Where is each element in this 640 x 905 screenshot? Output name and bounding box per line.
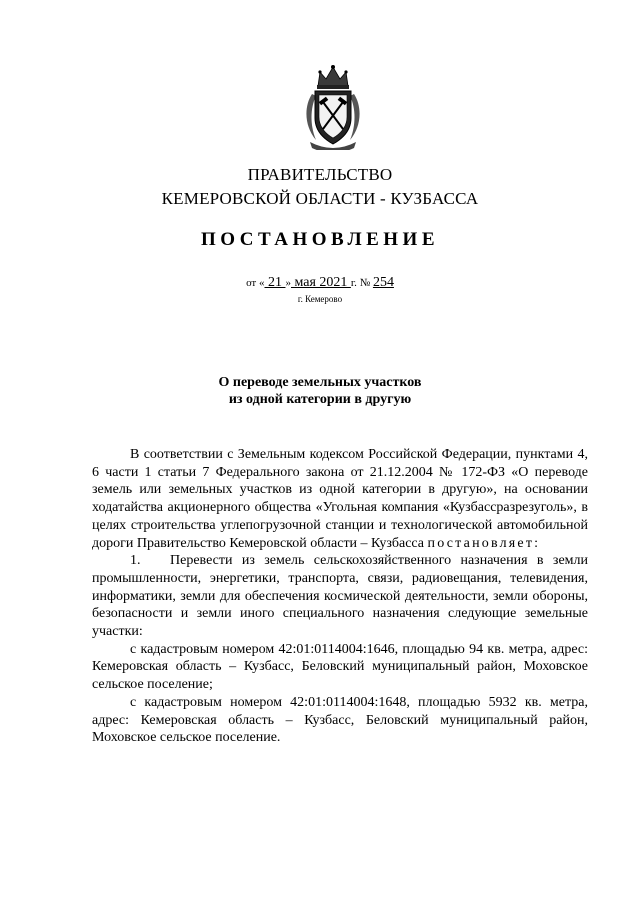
date-day: 21 — [264, 275, 286, 290]
number-prefix: № — [356, 277, 373, 289]
date-prefix: от « — [246, 277, 265, 289]
document-date-number — [0, 276, 640, 290]
document-body — [92, 446, 588, 747]
plot-2-paragraph: с кадастровым номером 42:01:0114004:1648, площадью 5932 кв. метра, адрес: Кемеровская область – Кузбасс, Беловский муниципальный район, Моховское сельское поселение. — [92, 694, 588, 746]
government-title-line1: ПРАВИТЕЛЬСТВО — [247, 165, 393, 184]
coat-of-arms-icon — [298, 64, 368, 150]
item-1-text: Перевести из земель сельскохозяйственного назначения в земли промышленности, энергетики, транспорта, связи, радиовещания, телевидения, информатики, земли для обеспечения космической деятельности, земли обороны, безопасности и земли иного специального назначения следующие земельные участки: — [92, 553, 588, 640]
plot-1-paragraph: с кадастровым номером 42:01:0114004:1646, площадью 94 кв. метра, адрес: Кемеровская область – Кузбасс, Беловский муниципальный район, Моховское сельское поселение; — [92, 641, 588, 693]
date-month-year: мая 2021 — [290, 275, 351, 290]
subject-line2: из одной категории в другую — [228, 392, 412, 407]
preamble-text: В соответствии с Земельным кодексом Российской Федерации, пунктами 4, 6 части 1 статьи 7 Федерального закона от 21.12.2004 № 172-ФЗ «О переводе земель или земельных участков из одной категории в другую», на основании ходатайства акционерного общества «Угольная компания «Кузбассразрезуголь», в целях строительства углепогрузочной станции и технологической автомобильной дороги Правительство Кемеровской области – Кузбасса — [92, 447, 588, 551]
document-city: г. Кемерово — [297, 294, 343, 304]
date-day-close: » — [285, 277, 291, 289]
document-number: 254 — [372, 275, 394, 290]
date-year-suffix: г. — [350, 277, 357, 289]
preamble-paragraph — [92, 446, 588, 552]
item-1-paragraph — [92, 552, 588, 641]
government-title-line2: КЕМЕРОВСКОЙ ОБЛАСТИ - КУЗБАССА — [161, 189, 479, 208]
resolves-word: постановляет: — [427, 535, 541, 551]
subject-line1: О переводе земельных участков — [218, 375, 422, 390]
item-1-number: 1. — [130, 553, 141, 569]
document-subject — [0, 374, 640, 408]
document-type: ПОСТАНОВЛЕНИЕ — [200, 229, 440, 250]
